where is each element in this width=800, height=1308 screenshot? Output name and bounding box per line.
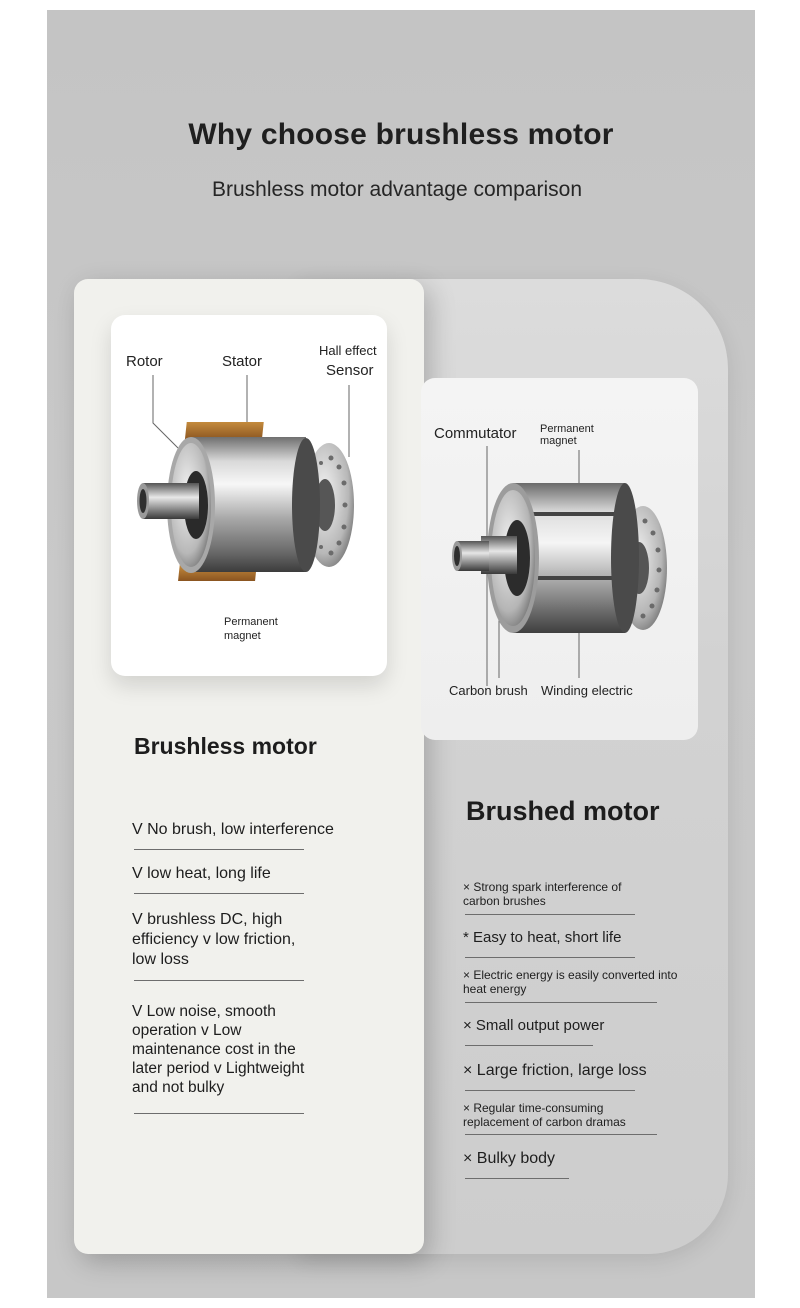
brushless-title: Brushless motor [134,733,317,759]
divider-line [465,1134,657,1135]
divider-line [465,957,635,958]
label-sensor: Sensor [326,362,374,379]
advantage-item: V low heat, long life [132,865,271,882]
label-commutator: Commutator [434,425,517,442]
divider-line [134,849,304,850]
divider-line [465,1090,635,1091]
advantage-item: V Low noise, smooth operation v Low maintenance cost in the later period v Lightweight and not bulky [132,1003,305,1096]
divider-line [465,1178,569,1179]
divider-line [134,893,304,894]
advantage-item: V No brush, low interference [132,821,334,838]
page-title: Why choose brushless motor [188,118,614,151]
label-carbon-brush: Carbon brush [449,683,528,698]
disadvantage-item: × Small output power [463,1017,605,1034]
label-rotor: Rotor [126,353,163,370]
label-stator: Stator [222,353,263,370]
advantage-item: V brushless DC, high efficiency v low friction, low loss [132,911,296,968]
page-subtitle: Brushless motor advantage comparison [211,178,583,201]
divider-line [465,1045,593,1046]
disadvantage-item: × Regular time-consuming replacement of carbon dramas [463,1101,626,1129]
disadvantage-item: * Easy to heat, short life [463,929,622,946]
disadvantage-item: × Strong spark interference of carbon brushes [463,880,622,908]
divider-line [465,1002,657,1003]
disadvantage-item: × Electric energy is easily converted into heat energy [463,968,678,996]
label-magnet: magnet [224,630,261,642]
label-permanent: Permanent [540,423,594,435]
label-winding-electric: Winding electric [541,683,633,698]
label-permanent-magnet: Permanent [224,616,278,628]
label-hall-effect: Hall effect [319,343,377,358]
disadvantage-item: × Large friction, large loss [463,1062,647,1079]
label-magnet-brushed: magnet [540,435,577,447]
divider-line [134,980,304,981]
disadvantage-item: × Bulky body [463,1150,556,1167]
brushed-title: Brushed motor [466,796,660,826]
divider-line [134,1113,304,1114]
divider-line [465,914,635,915]
